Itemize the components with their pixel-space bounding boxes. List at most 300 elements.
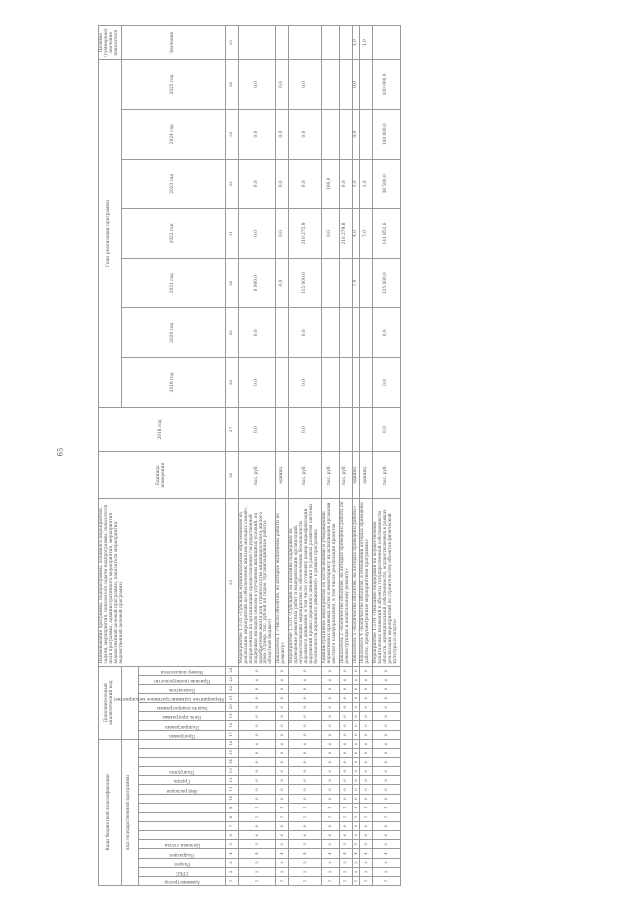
code-column-header xyxy=(138,812,225,821)
code-column-header xyxy=(138,776,225,785)
code-cell: 0 xyxy=(289,776,322,785)
code-cell: 1 xyxy=(373,876,401,885)
code-cell: 1 xyxy=(352,812,360,821)
row-year-value: 0,0 xyxy=(238,60,276,110)
code-cell: 0 xyxy=(352,684,360,693)
code-cell: 0 xyxy=(352,758,360,767)
code-column-header xyxy=(138,703,225,712)
code-cell: 0 xyxy=(360,794,373,803)
code-cell: 0 xyxy=(321,712,339,721)
row-year-value: 0,0 xyxy=(238,308,276,358)
page-number: 65 xyxy=(56,447,65,457)
row-year-value: 4,0 xyxy=(352,209,360,259)
row-year-value: 310 275,9 xyxy=(289,209,322,259)
row-year-value xyxy=(339,308,352,358)
row-year-value: 7,0 xyxy=(352,258,360,308)
state-program-code-header: код государственной программы xyxy=(121,739,138,885)
code-cell: 2 xyxy=(238,867,276,876)
code-cell: 0 xyxy=(238,748,276,757)
code-cell: 1 xyxy=(276,876,289,885)
code-cell: 1 xyxy=(238,803,276,812)
code-cell: 0 xyxy=(289,739,322,748)
row-year-value xyxy=(339,358,352,408)
row-year-value xyxy=(360,109,373,159)
code-column-header xyxy=(138,849,225,858)
code-cell: 2 xyxy=(276,867,289,876)
column-number: 4 xyxy=(225,849,238,858)
row-year-value: 0,0 xyxy=(276,60,289,110)
code-cell: 5 xyxy=(373,840,401,849)
code-cell: 6 xyxy=(339,831,352,840)
code-column-header xyxy=(138,803,225,812)
vertical-header-text: Показатель xyxy=(168,687,195,693)
code-cell: 0 xyxy=(289,794,322,803)
column-number: 28 xyxy=(225,358,238,408)
column-number: 17 xyxy=(225,730,238,739)
code-cell: 5 xyxy=(360,840,373,849)
row-year-value xyxy=(360,358,373,408)
column-number: 10 xyxy=(225,794,238,803)
code-cell: 1 xyxy=(373,812,401,821)
row-final-value xyxy=(276,26,289,60)
column-number: 8 xyxy=(225,812,238,821)
code-cell: 4 xyxy=(238,849,276,858)
base-year-header: 2018 год xyxy=(99,407,226,451)
code-cell: 0 xyxy=(238,694,276,703)
code-cell: 4 xyxy=(373,849,401,858)
code-cell: 0 xyxy=(373,721,401,730)
code-cell: 0 xyxy=(238,730,276,739)
row-year-value xyxy=(276,358,289,408)
row-year-value: 0,0 xyxy=(289,109,322,159)
program-indicators-table xyxy=(98,25,401,886)
code-cell: 0 xyxy=(352,712,360,721)
code-cell: 0 xyxy=(373,712,401,721)
code-cell: 1 xyxy=(352,803,360,812)
code-cell: 0 xyxy=(238,703,276,712)
row-year-value: 0 000,0 xyxy=(238,258,276,308)
code-cell: 0 xyxy=(339,767,352,776)
code-cell: 1 xyxy=(321,876,339,885)
code-cell: 2 xyxy=(352,867,360,876)
column-number: 6 xyxy=(225,831,238,840)
code-cell: 0 xyxy=(352,776,360,785)
row-final-value xyxy=(289,26,322,60)
row-year-value: 115 000,0 xyxy=(289,258,322,308)
code-cell: 1 xyxy=(339,812,352,821)
vertical-header-text: Группа xyxy=(173,778,190,784)
row-unit: единиц xyxy=(360,452,373,499)
code-cell: 4 xyxy=(321,849,339,858)
code-cell: 0 xyxy=(321,739,339,748)
code-cell: 3 xyxy=(321,858,339,867)
code-cell: 3 xyxy=(289,858,322,867)
code-column-header xyxy=(138,822,225,831)
column-number: 3 xyxy=(225,858,238,867)
code-cell: 1 xyxy=(352,876,360,885)
code-column-header xyxy=(138,712,225,721)
code-cell: 0 xyxy=(360,675,373,684)
header-row-1 xyxy=(99,26,122,886)
row-unit: единиц xyxy=(276,452,289,499)
code-cell: 0 xyxy=(360,822,373,831)
code-cell: 0 xyxy=(339,666,352,675)
code-cell: 3 xyxy=(339,858,352,867)
row-year-value xyxy=(321,60,339,110)
row-final-value xyxy=(321,26,339,60)
code-cell: 0 xyxy=(373,739,401,748)
code-cell: 0 xyxy=(360,666,373,675)
vertical-header-text: Подраздел xyxy=(169,851,195,857)
code-cell: 0 xyxy=(238,794,276,803)
row-final-value xyxy=(238,26,276,60)
code-cell: 0 xyxy=(339,712,352,721)
code-cell: 0 xyxy=(352,748,360,757)
final-target-header: Целевое (суммарное) значение показателя xyxy=(99,26,122,60)
column-number: 27 xyxy=(225,407,238,451)
code-cell: 0 xyxy=(321,767,339,776)
code-cell: 0 xyxy=(276,721,289,730)
code-cell: 0 xyxy=(352,721,360,730)
column-number: 14 xyxy=(225,758,238,767)
column-number: 33 xyxy=(225,109,238,159)
row-name: Показатель 3 «Количество объектов, на которых проведены работы» xyxy=(352,499,360,666)
vertical-header-text: Мероприятие (административное мероприятие) xyxy=(113,696,224,702)
code-cell: 0 xyxy=(339,748,352,757)
row-year-value: 0,0 xyxy=(373,358,401,408)
code-cell: 0 xyxy=(276,712,289,721)
column-number: 16 xyxy=(225,739,238,748)
row-unit: тыс. руб. xyxy=(373,452,401,499)
code-cell: 0 xyxy=(352,785,360,794)
row-unit: тыс. руб. xyxy=(238,452,276,499)
row-year-value: 1,0 xyxy=(360,159,373,209)
row-year-value: 100,0 xyxy=(321,159,339,209)
code-column-header xyxy=(138,721,225,730)
additional-code-subheader xyxy=(121,666,138,739)
code-cell: 0 xyxy=(339,675,352,684)
code-cell: 0 xyxy=(321,758,339,767)
code-cell: 0 xyxy=(360,730,373,739)
row-name: Мероприятие 1.3.02 «Субсидии муниципальным образованиям на реализацию мероприятий по обеспечению жильем молодых семей», направленных на организацию предоставления государственной поддержки молодым семьям в улучшении жилищных условий, на приобретение жилья или строительство индивидуального жилого дома (Сумма, тыс. рублей по годам: Организационные работы: областной бюджет) xyxy=(238,499,276,666)
row-final-value xyxy=(339,26,352,60)
row-year-value xyxy=(339,60,352,110)
code-cell: 0 xyxy=(339,730,352,739)
row-name: Показатель 4 «Количество объектов, в отношении которых проведены работы, предусмотренные мероприятием программы» xyxy=(360,499,373,666)
code-cell: 0 xyxy=(321,822,339,831)
code-cell: 1 xyxy=(339,876,352,885)
code-column-header xyxy=(138,666,225,675)
additional-code-header: Дополнительный аналитический код xyxy=(99,666,122,739)
code-cell: 0 xyxy=(373,666,401,675)
code-cell: 0 xyxy=(321,776,339,785)
code-cell: 0 xyxy=(321,748,339,757)
code-cell: 1 xyxy=(321,812,339,821)
code-cell: 5 xyxy=(339,840,352,849)
code-cell: 0 xyxy=(360,694,373,703)
row-year-value: 0,0 xyxy=(276,109,289,159)
code-cell: 1 xyxy=(360,876,373,885)
row-unit: тыс. руб. xyxy=(321,452,339,499)
code-cell: 0 xyxy=(352,694,360,703)
code-cell: 6 xyxy=(373,831,401,840)
code-cell: 0 xyxy=(276,776,289,785)
code-cell: 0 xyxy=(276,703,289,712)
code-cell: 0 xyxy=(289,694,322,703)
code-cell: 0 xyxy=(289,666,322,675)
code-cell: 1 xyxy=(373,803,401,812)
row-year-value xyxy=(321,308,339,358)
column-number: 30 xyxy=(225,258,238,308)
code-cell: 0 xyxy=(238,776,276,785)
code-column-header xyxy=(138,840,225,849)
row-year-value xyxy=(339,109,352,159)
code-cell: 0 xyxy=(321,785,339,794)
code-cell: 0 xyxy=(339,776,352,785)
code-cell: 0 xyxy=(289,703,322,712)
code-cell: 0 xyxy=(360,721,373,730)
code-cell: 0 xyxy=(321,721,339,730)
code-cell: 6 xyxy=(352,831,360,840)
row-year-value xyxy=(360,60,373,110)
code-cell: 1 xyxy=(238,876,276,885)
row-year-value: 0,0 xyxy=(373,308,401,358)
code-cell: 1 xyxy=(360,812,373,821)
name-column-header: Наименование программы, подпрограммы, основного мероприятия, задачи, мероприятия, показателя задачи подпрограммы, показателя цели программы, административного мероприятия, мероприятия ведомственной целевой программы, показателя мероприятия ведомственной целевой программы xyxy=(99,499,226,666)
code-cell: 0 xyxy=(373,794,401,803)
year-header: 2020 год xyxy=(121,308,225,358)
code-cell: 0 xyxy=(373,730,401,739)
code-cell: 4 xyxy=(289,849,322,858)
column-number-row xyxy=(225,26,238,886)
code-cell: 0 xyxy=(352,822,360,831)
row-year-value: 0,0 xyxy=(352,60,360,110)
code-cell: 0 xyxy=(352,675,360,684)
column-number: 26 xyxy=(225,452,238,499)
code-cell: 0 xyxy=(352,703,360,712)
row-name: Показатель 2 «Количество объектов, на которых проведены работы по реконструкции и капитальному ремонту» xyxy=(339,499,352,666)
code-cell: 0 xyxy=(360,776,373,785)
vertical-header-text: Подгруппа xyxy=(169,769,195,775)
row-year-value: 0,0 xyxy=(238,358,276,408)
code-cell: 0 xyxy=(352,739,360,748)
code-column-header xyxy=(138,730,225,739)
column-number: 2 xyxy=(225,867,238,876)
year-header: 2022 год xyxy=(121,209,225,259)
code-cell: 0 xyxy=(352,767,360,776)
row-base-value xyxy=(321,407,339,451)
row-base-value: 0,0 xyxy=(289,407,322,451)
vertical-header-text: Признак (конкурсности) xyxy=(153,677,210,683)
code-cell: 4 xyxy=(352,849,360,858)
code-cell: 6 xyxy=(289,831,322,840)
code-cell: 0 xyxy=(339,822,352,831)
column-number: 34 xyxy=(225,60,238,110)
column-number: 18 xyxy=(225,721,238,730)
row-year-value xyxy=(276,308,289,358)
row-year-value xyxy=(360,308,373,358)
year-header: 2023 год xyxy=(121,159,225,209)
code-cell: 0 xyxy=(360,684,373,693)
code-cell: 0 xyxy=(289,675,322,684)
code-cell: 0 xyxy=(276,694,289,703)
code-column-header xyxy=(138,739,225,748)
code-cell: 0 xyxy=(360,739,373,748)
row-year-value xyxy=(321,258,339,308)
row-year-value: 141 852,6 xyxy=(373,209,401,259)
row-year-value xyxy=(352,308,360,358)
row-year-value: 0,0 xyxy=(238,209,276,259)
code-cell: 2 xyxy=(373,867,401,876)
code-column-header xyxy=(138,785,225,794)
unit-column-header: Единица измерения xyxy=(99,452,226,499)
code-cell: 1 xyxy=(289,876,322,885)
code-column-header xyxy=(138,858,225,867)
rotated-table-area xyxy=(98,26,606,886)
code-cell: 3 xyxy=(238,858,276,867)
code-cell: 0 xyxy=(373,767,401,776)
code-cell: 0 xyxy=(352,730,360,739)
code-cell: 0 xyxy=(276,767,289,776)
code-cell: 1 xyxy=(321,803,339,812)
row-year-value xyxy=(339,258,352,308)
row-year-value: 38 500,0 xyxy=(373,159,401,209)
code-column-header xyxy=(138,831,225,840)
year-header: 2024 год xyxy=(121,109,225,159)
row-year-value: 1,0 xyxy=(352,159,360,209)
code-cell: 0 xyxy=(238,767,276,776)
code-cell: 0 xyxy=(276,739,289,748)
code-cell: 0 xyxy=(289,785,322,794)
code-cell: 0 xyxy=(321,675,339,684)
code-cell: 0 xyxy=(276,675,289,684)
code-cell: 0 xyxy=(373,703,401,712)
vertical-header-text: Цель программы xyxy=(162,714,202,720)
row-name: Административное мероприятие по согласованию и утверждению нормативных правовых актов и мониторингу их исполнения органами местного самоуправления, в том числе реализации проектов xyxy=(321,499,339,666)
code-cell: 0 xyxy=(276,794,289,803)
column-number: 1 xyxy=(225,876,238,885)
code-cell: 0 xyxy=(360,758,373,767)
code-cell: 4 xyxy=(360,849,373,858)
code-cell: 0 xyxy=(339,785,352,794)
row-year-value: 0,0 xyxy=(238,109,276,159)
column-number: 32 xyxy=(225,159,238,209)
column-number: 11 xyxy=(225,785,238,794)
vertical-header-text: ГРБС xyxy=(175,869,188,875)
column-number: 19 xyxy=(225,712,238,721)
code-cell: 1 xyxy=(339,803,352,812)
code-cell: 0 xyxy=(352,794,360,803)
code-cell: 3 xyxy=(352,858,360,867)
row-year-value xyxy=(321,358,339,408)
code-cell: 0 xyxy=(238,666,276,675)
code-cell: 0 xyxy=(276,684,289,693)
code-cell: 2 xyxy=(321,867,339,876)
code-cell: 1 xyxy=(238,812,276,821)
code-cell: 0 xyxy=(289,758,322,767)
code-cell: 0 xyxy=(321,684,339,693)
column-number: 31 xyxy=(225,209,238,259)
vertical-header-text: Целевая статья xyxy=(164,842,200,848)
row-base-value xyxy=(276,407,289,451)
column-number: 21 xyxy=(225,694,238,703)
code-cell: 0 xyxy=(321,666,339,675)
row-base-value: 0,0 xyxy=(373,407,401,451)
code-column-header xyxy=(138,876,225,885)
code-cell: 0 xyxy=(276,785,289,794)
code-cell: 0 xyxy=(238,712,276,721)
row-year-value: 0,0 xyxy=(289,159,322,209)
code-cell: 0 xyxy=(373,758,401,767)
row-final-value xyxy=(373,26,401,60)
table-row xyxy=(276,26,289,886)
code-cell: 0 xyxy=(289,684,322,693)
table-row xyxy=(352,26,360,886)
code-cell: 0 xyxy=(373,776,401,785)
code-cell: 0 xyxy=(373,785,401,794)
row-name: Показатель 1 «Число объектов, на которые выполнены работы по ремонту» xyxy=(276,499,289,666)
row-year-value: 0,0 xyxy=(289,308,322,358)
code-cell: 2 xyxy=(289,867,322,876)
code-cell: 0 xyxy=(373,675,401,684)
vertical-header-text: Раздел xyxy=(173,860,190,866)
code-column-header xyxy=(138,675,225,684)
code-cell: 0 xyxy=(373,684,401,693)
year-header: 2025 год xyxy=(121,60,225,110)
code-cell: 4 xyxy=(339,849,352,858)
rotated-table-container xyxy=(98,26,606,886)
vertical-header-text: Программа xyxy=(168,732,195,738)
code-cell: 3 xyxy=(360,858,373,867)
row-base-value xyxy=(360,407,373,451)
code-cell: 0 xyxy=(321,794,339,803)
code-cell: 0 xyxy=(339,739,352,748)
row-year-value: 0,0 xyxy=(276,209,289,259)
years-group-header: Годы реализации программы xyxy=(99,60,122,408)
code-cell: 6 xyxy=(238,831,276,840)
row-year-value xyxy=(360,258,373,308)
column-number: 7 xyxy=(225,822,238,831)
code-cell: 0 xyxy=(289,712,322,721)
code-cell: 0 xyxy=(373,694,401,703)
code-cell: 0 xyxy=(238,684,276,693)
column-number: 25 xyxy=(225,499,238,666)
code-column-header xyxy=(138,767,225,776)
vertical-header-text: Вид расходов xyxy=(166,787,197,793)
code-cell: 1 xyxy=(289,803,322,812)
code-column-header xyxy=(138,794,225,803)
code-cell: 3 xyxy=(276,858,289,867)
table-row xyxy=(321,26,339,886)
code-cell: 0 xyxy=(339,794,352,803)
code-cell: 5 xyxy=(238,840,276,849)
table-row xyxy=(373,26,401,886)
code-cell: 0 xyxy=(289,730,322,739)
year-header: 2019 год xyxy=(121,358,225,408)
row-base-value xyxy=(339,407,352,451)
code-cell: 0 xyxy=(373,822,401,831)
column-number: 5 xyxy=(225,840,238,849)
year-header: 2021 год xyxy=(121,258,225,308)
code-cell: 2 xyxy=(339,867,352,876)
code-cell: 0 xyxy=(289,767,322,776)
column-number: 22 xyxy=(225,684,238,693)
row-year-value: 0,0 xyxy=(276,159,289,209)
column-number: 15 xyxy=(225,748,238,757)
row-unit: единиц xyxy=(352,452,360,499)
row-year-value: 0,0 xyxy=(276,258,289,308)
code-cell: 3 xyxy=(373,858,401,867)
